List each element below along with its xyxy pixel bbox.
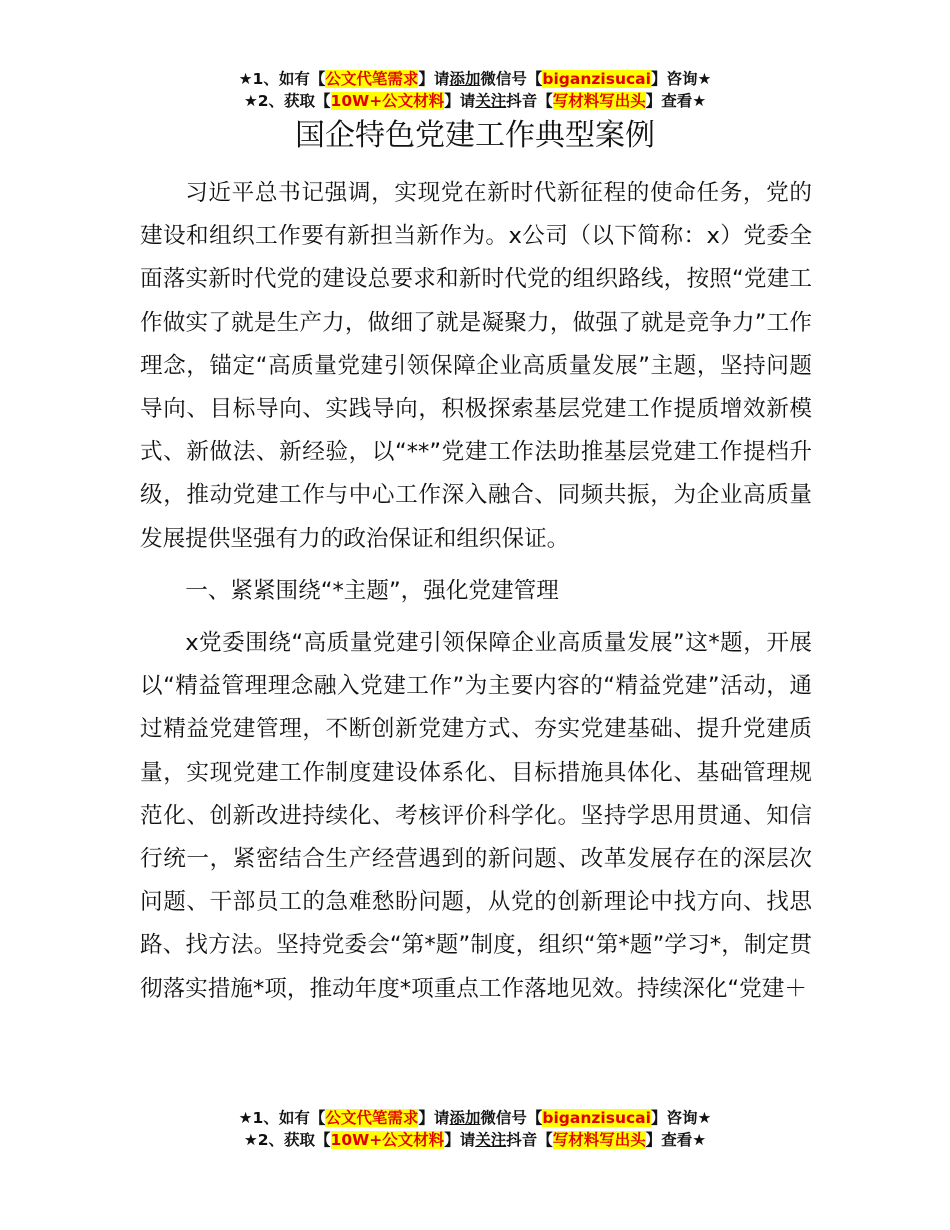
highlight-wechat-id: biganzisucai [542, 1109, 651, 1127]
highlight-douyin-account: 写材料写出头 [552, 92, 646, 110]
promo-text: 微信号【 [480, 1109, 543, 1127]
promo-text: 抖音【 [506, 92, 553, 110]
highlight-wechat-id: biganzisucai [542, 70, 651, 88]
paragraph-intro: 习近平总书记强调，实现党在新时代新征程的使命任务，党的建设和组织工作要有新担当新作为。x公司（以下简称：x）党委全面落实新时代党的建设总要求和新时代党的组织路线，按照“党建工作做实了就是生产力，做细了就是凝聚力，做强了就是竞争力”工作理念，锚定“高质量党建引领保障企业高质量发展”主题，坚持问题导向、目标导向、实践导向，积极探索基层党建工作提质增效新模式、新做法、新经验，以“**”党建工作法助推基层党建工作提档升级，推动党建工作与中心工作深入融合、同频共振，为企业高质量发展提供坚强有力的政治保证和组织保证。 [140, 180, 812, 552]
promo-text: 】请 [444, 92, 476, 110]
promo-text: 】查看★ [645, 1131, 707, 1149]
promo-line-1 [0, 68, 950, 90]
promo-emphasis: 关注 [475, 1131, 507, 1149]
promo-text: 抖音【 [506, 1131, 553, 1149]
promo-text: 】请 [444, 1131, 476, 1149]
highlight-service: 公文代笔需求 [325, 1109, 419, 1127]
footer-promo-banner [0, 1107, 950, 1151]
promo-line-2 [0, 90, 950, 112]
promo-text: 】咨询★ [650, 1109, 712, 1127]
promo-text: 微信号【 [480, 70, 543, 88]
promo-text: 】查看★ [645, 92, 707, 110]
promo-text: 】请 [418, 70, 450, 88]
promo-text: ★1、如有【 [238, 70, 326, 88]
promo-text: 】请 [418, 1109, 450, 1127]
highlight-materials: 10W+公文材料 [330, 1131, 445, 1149]
promo-text: ★2、获取【 [243, 1131, 331, 1149]
section-heading-1: 一、紧紧围绕“*主题”，强化党建管理 [185, 577, 559, 604]
promo-text: ★1、如有【 [238, 1109, 326, 1127]
promo-line-1 [0, 1107, 950, 1129]
document-body [140, 172, 812, 1011]
promo-text: ★2、获取【 [243, 92, 331, 110]
highlight-service: 公文代笔需求 [325, 70, 419, 88]
promo-emphasis: 添加 [449, 70, 481, 88]
document-title: 国企特色党建工作典型案例 [295, 118, 655, 153]
promo-line-2 [0, 1129, 950, 1151]
header-promo-banner [0, 68, 950, 112]
promo-emphasis: 关注 [475, 92, 507, 110]
highlight-douyin-account: 写材料写出头 [552, 1131, 646, 1149]
highlight-materials: 10W+公文材料 [330, 92, 445, 110]
promo-emphasis: 添加 [449, 1109, 481, 1127]
paragraph-section-1: x党委围绕“高质量党建引领保障企业高质量发展”这*题，开展以“精益管理理念融入党建工作”为主要内容的“精益党建”活动，通过精益党建管理，不断创新党建方式、夯实党建基础、提升党建质量，实现党建工作制度建设体系化、目标措施具体化、基础管理规范化、创新改进持续化、考核评价科学化。坚持学思用贯通、知信行统一，紧密结合生产经营遇到的新问题、改革发展存在的深层次问题、干部员工的急难愁盼问题，从党的创新理论中找方向、找思路、找方法。坚持党委会“第*题”制度，组织“第*题”学习*，制定贯彻落实措施*项，推动年度*项重点工作落地见效。持续深化“党建＋ [140, 630, 812, 1002]
promo-text: 】咨询★ [650, 70, 712, 88]
